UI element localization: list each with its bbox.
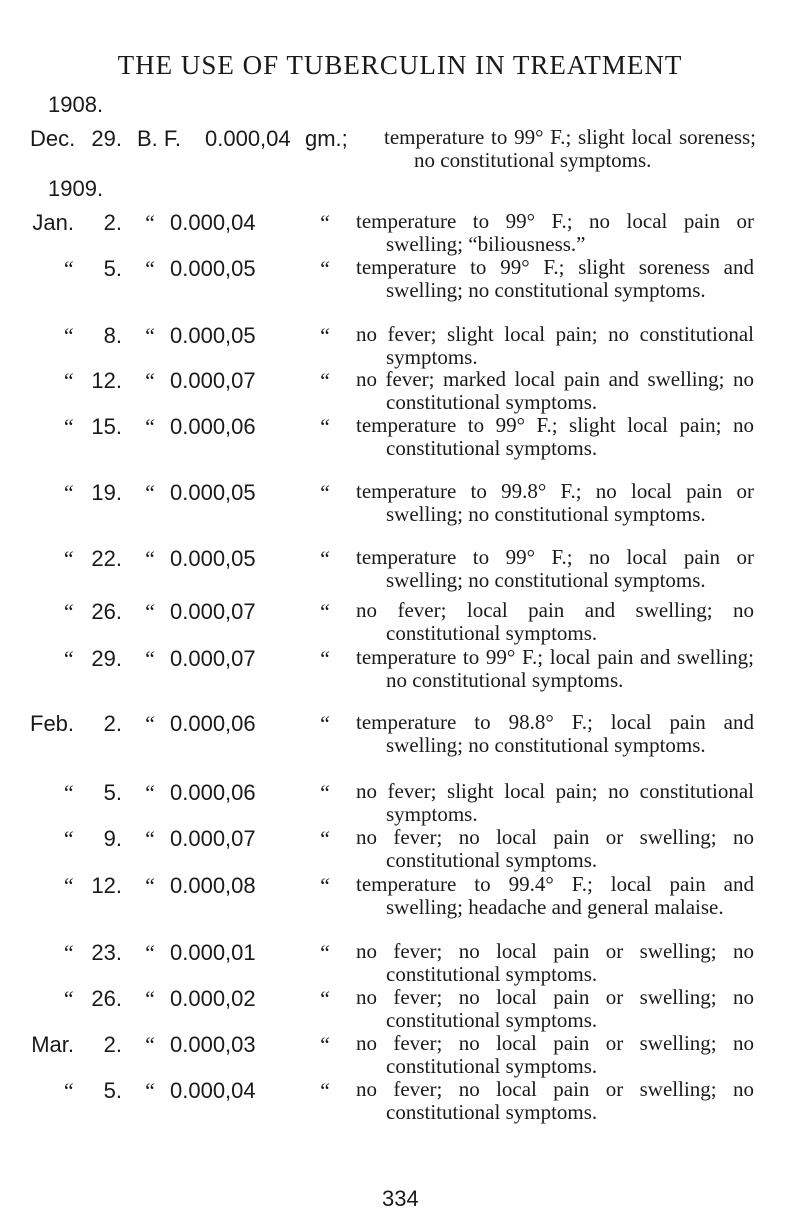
entry-dose: 0.000,05 [170, 256, 256, 281]
entry-description: no fever; slight local pain; no constitutional symptoms. [356, 779, 754, 826]
entry-month: “ [61, 646, 74, 671]
ditto-mark: “ [318, 323, 331, 348]
entry-dose: 0.000,04 [170, 210, 256, 235]
ditto-mark: “ [318, 546, 331, 571]
page-number: 334 [382, 1186, 419, 1211]
ditto-mark: “ [143, 1078, 156, 1103]
ditto-mark: “ [318, 414, 331, 439]
ditto-mark: “ [143, 711, 156, 736]
entry-month: “ [61, 546, 74, 571]
entry-day: 2. [103, 711, 122, 736]
entry-day: 26. [91, 599, 122, 624]
entry-description: temperature to 99.8° F.; no local pain or swelling; no constitutional symptoms. [356, 479, 754, 526]
entry-month: “ [61, 414, 74, 439]
entry-description: temperature to 99.4° F.; local pain and swelling; headache and general malaise. [356, 872, 754, 919]
ditto-mark: “ [143, 323, 156, 348]
ditto-mark: “ [318, 873, 331, 898]
entry-dose: 0.000,05 [170, 546, 256, 571]
entry-description: no fever; no local pain or swelling; no constitutional symptoms. [356, 825, 754, 872]
entry-month: “ [61, 256, 74, 281]
entry-dose: 0.000,06 [170, 780, 256, 805]
entry-description: temperature to 99° F.; slight soreness and swelling; no constitutional symptoms. [356, 255, 754, 302]
ditto-mark: “ [143, 599, 156, 624]
entry-dose: 0.000,07 [170, 368, 256, 393]
entry-description: no fever; no local pain or swelling; no constitutional symptoms. [356, 1077, 754, 1124]
ditto-mark: “ [318, 368, 331, 393]
entry-day: 19. [91, 480, 122, 505]
entry-description: no fever; local pain and swelling; no constitutional symptoms. [356, 598, 754, 645]
year-1909: 1909. [48, 176, 104, 201]
entry-month: “ [61, 599, 74, 624]
entry-day: 8. [103, 323, 122, 348]
ditto-mark: “ [143, 873, 156, 898]
entry-day: 5. [103, 780, 122, 805]
ditto-mark: “ [143, 546, 156, 571]
entry-description: no fever; no local pain or swelling; no constitutional symptoms. [356, 939, 754, 986]
entry-month: Feb. [30, 711, 75, 736]
entry-description: no fever; no local pain or swelling; no constitutional symptoms. [356, 1031, 754, 1078]
entry-day: 2. [103, 210, 122, 235]
entry-month: “ [61, 940, 74, 965]
ditto-mark: “ [143, 210, 156, 235]
entry-dose: 0.000,04 [170, 1078, 256, 1103]
entry-month: “ [61, 323, 74, 348]
ditto-mark: “ [143, 940, 156, 965]
entry-month: Jan. [32, 210, 74, 235]
entry-month: “ [61, 986, 74, 1011]
entry-month: Mar. [31, 1032, 74, 1057]
entry-day: 23. [91, 940, 122, 965]
entry-month: Dec. [30, 126, 76, 151]
running-head: THE USE OF TUBERCULIN IN TREATMENT [117, 50, 683, 80]
entry-day: 26. [91, 986, 122, 1011]
entry-month: “ [61, 826, 74, 851]
entry-dose: 0.000,02 [170, 986, 256, 1011]
ditto-mark: “ [318, 780, 331, 805]
entry-description: temperature to 99° F.; no local pain or swelling; no constitutional symptoms. [356, 545, 754, 592]
entry-month: “ [61, 780, 74, 805]
entry-description: temperature to 99° F.; slight local soreness; no constitutional symptoms. [384, 125, 756, 172]
entry-dose: 0.000,08 [170, 873, 256, 898]
year-1908: 1908. [48, 92, 104, 117]
ditto-mark: “ [318, 826, 331, 851]
entry-month: “ [61, 873, 74, 898]
entry-description: temperature to 99° F.; no local pain or swelling; “biliousness.” [356, 209, 754, 256]
entry-dose: 0.000,04 [205, 126, 291, 151]
entry-description: temperature to 98.8° F.; local pain and swelling; no constitutional symptoms. [356, 710, 754, 757]
ditto-mark: “ [143, 368, 156, 393]
ditto-mark: “ [318, 986, 331, 1011]
entry-day: 12. [91, 368, 122, 393]
ditto-mark: “ [143, 646, 156, 671]
ditto-mark: “ [143, 826, 156, 851]
entry-day: 5. [103, 256, 122, 281]
entry-day: 9. [103, 826, 122, 851]
ditto-mark: “ [318, 1078, 331, 1103]
ditto-mark: “ [318, 940, 331, 965]
entry-day: 29. [91, 126, 122, 151]
entry-description: no fever; slight local pain; no constitutional symptoms. [356, 322, 754, 369]
ditto-mark: “ [143, 986, 156, 1011]
ditto-mark: “ [318, 599, 331, 624]
ditto-mark: “ [143, 256, 156, 281]
entry-description: temperature to 99° F.; local pain and swelling; no constitutional symptoms. [356, 645, 754, 692]
entry-dose: 0.000,01 [170, 940, 256, 965]
entry-day: 2. [103, 1032, 122, 1057]
ditto-mark: “ [143, 480, 156, 505]
entry-dose: 0.000,05 [170, 480, 256, 505]
entry-day: 29. [91, 646, 122, 671]
entry-dose: 0.000,06 [170, 711, 256, 736]
entry-description: no fever; no local pain or swelling; no constitutional symptoms. [356, 985, 754, 1032]
entry-day: 12. [91, 873, 122, 898]
entry-dose: 0.000,06 [170, 414, 256, 439]
entry-description: temperature to 99° F.; slight local pain; no constitutional symptoms. [356, 413, 754, 460]
entry-dose: 0.000,07 [170, 599, 256, 624]
entry-dose: 0.000,05 [170, 323, 256, 348]
ditto-mark: “ [318, 256, 331, 281]
entry-day: 15. [91, 414, 122, 439]
ditto-mark: “ [318, 1032, 331, 1057]
ditto-mark: “ [318, 480, 331, 505]
entry-month: “ [61, 368, 74, 393]
entry-dose: 0.000,07 [170, 826, 256, 851]
ditto-mark: “ [318, 210, 331, 235]
ditto-mark: “ [143, 1032, 156, 1057]
entry-dose: 0.000,03 [170, 1032, 256, 1057]
ditto-mark: “ [143, 780, 156, 805]
ditto-mark: “ [143, 414, 156, 439]
entry-preparation: B. F. [137, 126, 182, 151]
ditto-mark: “ [318, 646, 331, 671]
entry-dose: 0.000,07 [170, 646, 256, 671]
entry-unit: gm.; [305, 126, 348, 151]
ditto-mark: “ [318, 711, 331, 736]
entry-day: 22. [91, 546, 122, 571]
entry-description: no fever; marked local pain and swelling; no constitutional symptoms. [356, 367, 754, 414]
entry-month: “ [61, 480, 74, 505]
entry-month: “ [61, 1078, 74, 1103]
entry-day: 5. [103, 1078, 122, 1103]
